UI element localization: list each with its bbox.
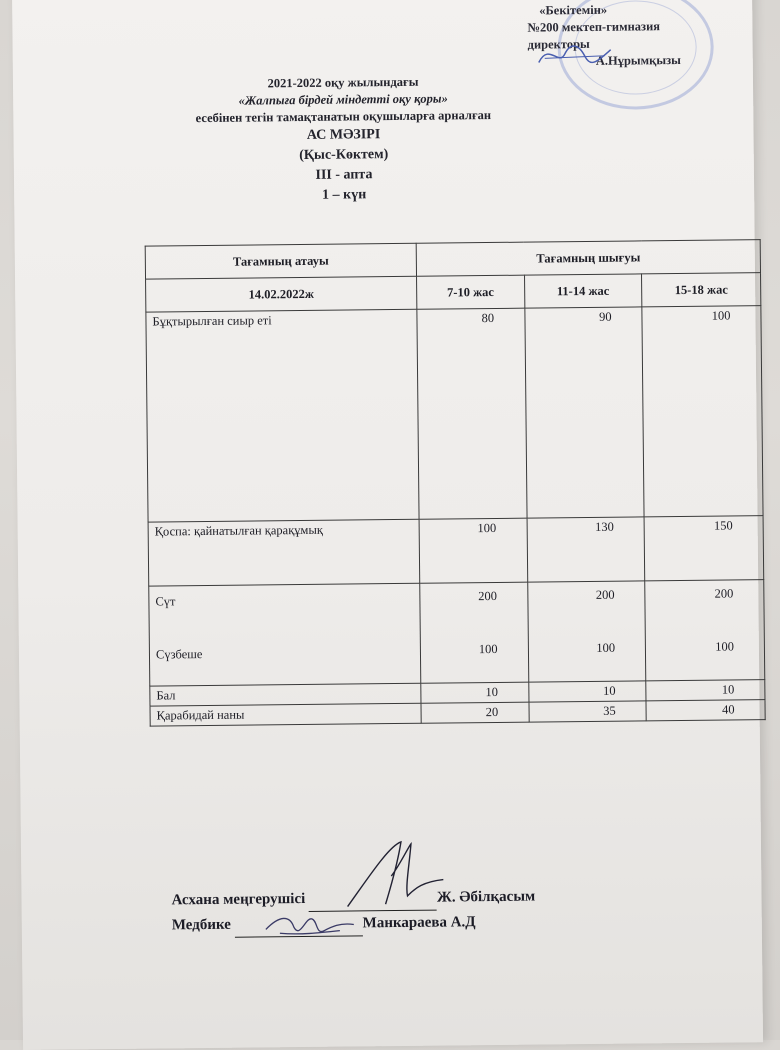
dish-value: 130 <box>527 517 645 582</box>
dish-value: 40 <box>646 700 765 721</box>
dish-name: Қарабидай наны <box>150 703 421 726</box>
dish-value: 100 <box>419 518 527 583</box>
header-day: 1 – күн <box>322 187 367 203</box>
dish-name: Сүзбеше <box>155 647 203 662</box>
dish-name-group <box>149 583 421 686</box>
date-header: 14.02.2022ж <box>146 276 417 312</box>
header-title: АС МӘЗІРІ <box>306 127 381 143</box>
approval-school: №200 мектеп-гимназия <box>527 19 661 35</box>
dish-value-group <box>420 582 529 683</box>
menu-table <box>145 239 766 726</box>
dish-name: Бал <box>150 683 421 706</box>
dish-value: 80 <box>417 308 527 519</box>
approval-role: директоры <box>527 36 590 52</box>
dish-value: 150 <box>644 516 763 581</box>
dish-name: Сүт <box>155 594 176 609</box>
document-header <box>113 72 574 208</box>
header-purpose: есебінен тегін тамақтанатын оқушыларға арналған <box>195 107 492 126</box>
cook-name: Ж. Әбілқасым <box>436 888 536 906</box>
table-row <box>148 516 764 586</box>
dish-value: 10 <box>646 680 765 701</box>
director-signature <box>535 40 615 71</box>
dish-value: 35 <box>529 701 647 722</box>
header-fund: «Жалпыға бірдей міндетті оқу қоры» <box>238 91 448 108</box>
nurse-role: Медбике <box>171 916 231 934</box>
table-row <box>146 306 763 522</box>
document-page <box>12 0 763 1050</box>
table-row <box>149 580 765 686</box>
dish-value: 10 <box>528 681 646 702</box>
age-header-1: 7-10 жас <box>417 275 525 309</box>
header-season: (Қыс-Көктем) <box>299 147 389 164</box>
header-year: 2021-2022 оқу жылындағы <box>267 74 419 91</box>
cook-role: Асхана меңгерушісі <box>171 890 306 909</box>
dish-value-group <box>527 581 646 682</box>
approval-name: А.Нұрымқызы <box>595 52 681 68</box>
header-week: ІІІ - апта <box>315 167 373 183</box>
dish-value: 200 <box>478 588 498 604</box>
dish-value: 200 <box>714 586 734 601</box>
nurse-name: Манкараева А.Д <box>362 914 476 932</box>
age-header-3: 15-18 жас <box>642 273 761 307</box>
dish-value: 100 <box>642 306 763 517</box>
dish-name: Қоспа: қайнатылған қарақұмық <box>148 519 420 586</box>
cook-signature <box>339 835 450 911</box>
nurse-signature <box>260 904 360 945</box>
dish-value: 20 <box>421 702 529 723</box>
col-yield-header: Тағамның шығуы <box>416 240 760 277</box>
dish-name: Бұқтырылған сиыр еті <box>146 309 419 522</box>
col-name-header: Тағамның атауы <box>145 243 416 279</box>
approval-title: «Бекітемін» <box>539 2 608 18</box>
dish-value: 10 <box>421 682 529 703</box>
dish-value: 90 <box>524 307 644 518</box>
dish-value: 100 <box>596 640 616 655</box>
dish-value: 100 <box>715 639 734 654</box>
age-header-2: 11-14 жас <box>524 274 642 308</box>
dish-value: 100 <box>478 641 498 657</box>
dish-value: 200 <box>595 587 615 602</box>
dish-value-group <box>645 580 765 681</box>
